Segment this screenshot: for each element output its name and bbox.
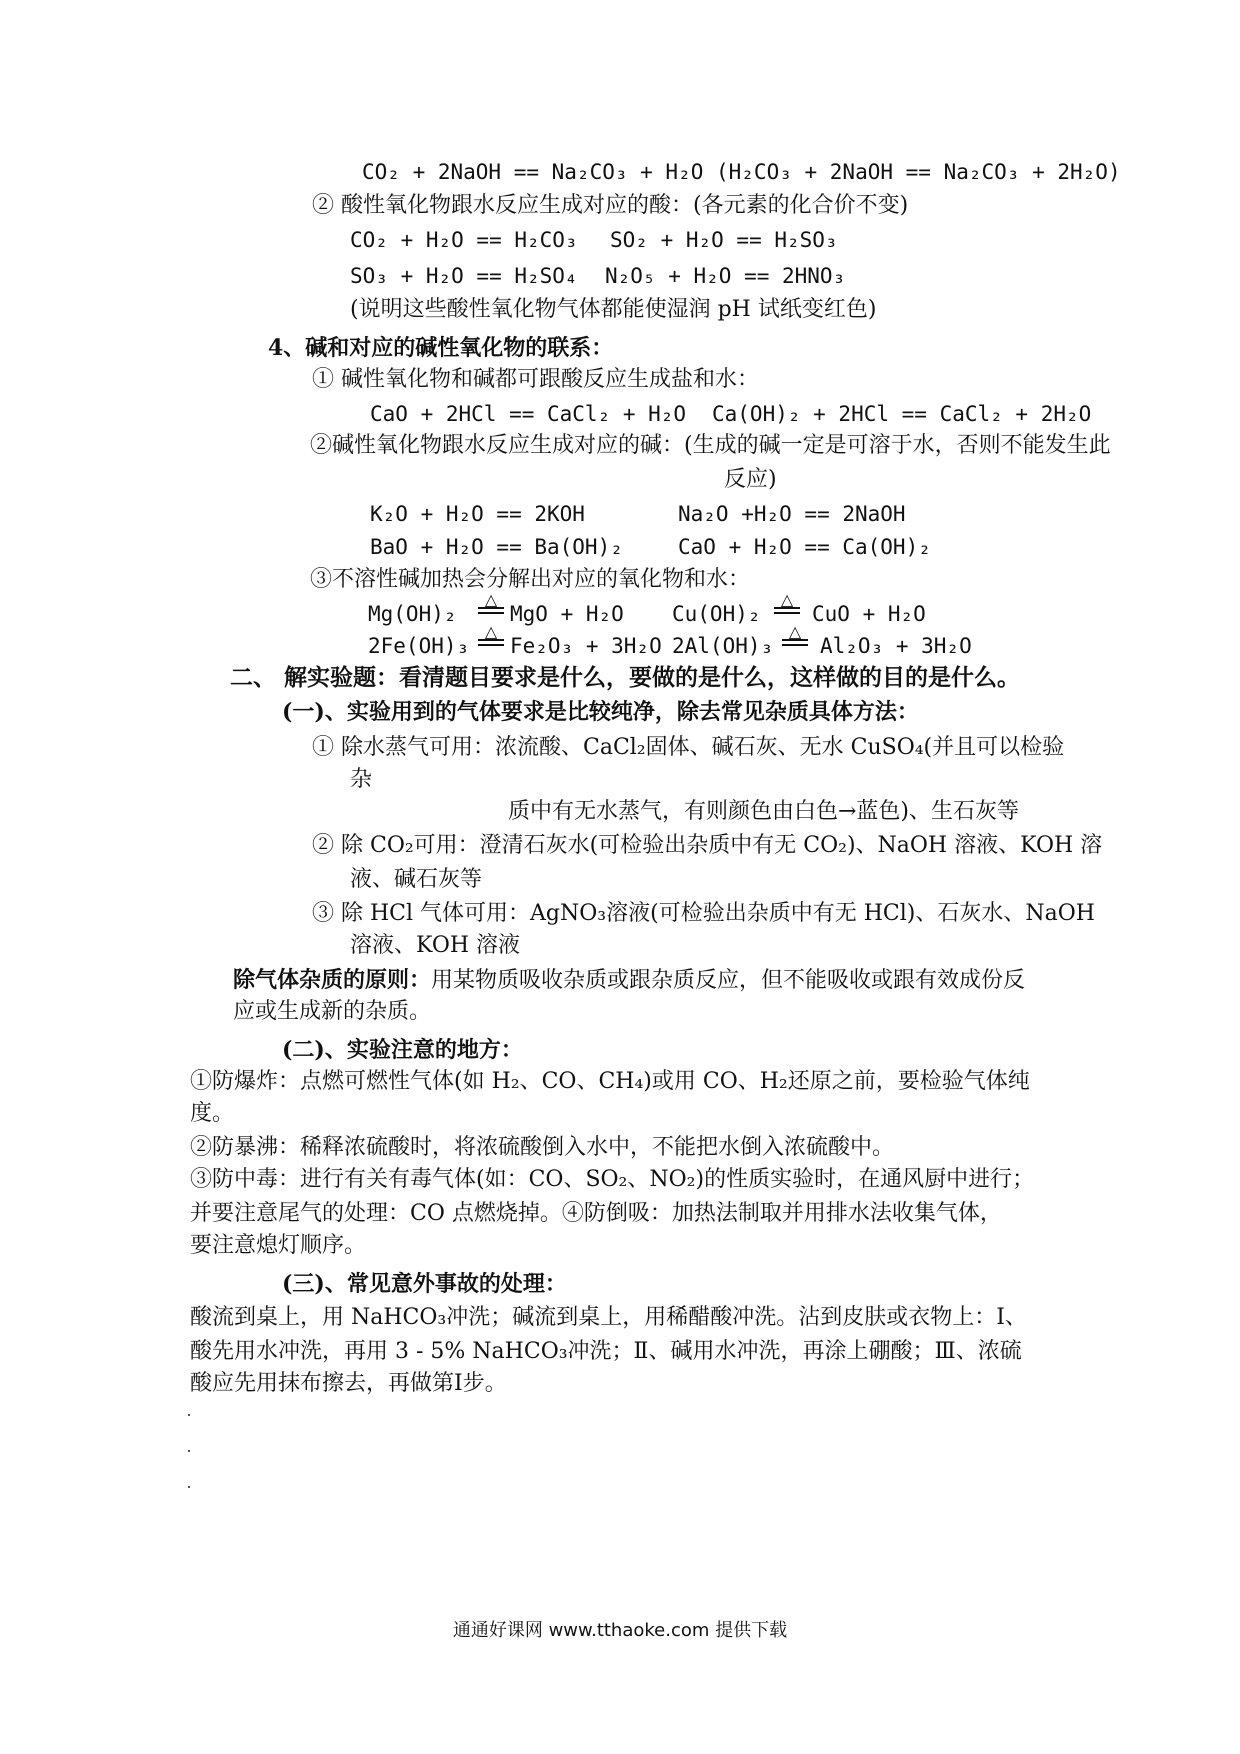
heat-arrow	[782, 622, 808, 646]
text-line: ② 酸性氧化物跟水反应生成对应的酸：(各元素的化合价不变)	[312, 193, 909, 218]
text-line: 溶液、KOH 溶液	[350, 933, 521, 958]
text-line: 杂	[350, 767, 373, 792]
equation: N₂O₅ + H₂O == 2HNO₃	[605, 264, 846, 288]
product: MgO + H₂O	[510, 602, 624, 626]
reactant: Mg(OH)₂	[368, 602, 457, 626]
text-line: 应或生成新的杂质。	[233, 999, 432, 1024]
heat-icon: △	[484, 622, 498, 641]
text-line: ③防中毒：进行有关有毒气体(如：CO、SO₂、NO₂)的性质实验时，在通风厨中进行；	[190, 1167, 1035, 1192]
equation: Na₂O +H₂O == 2NaOH	[678, 502, 906, 526]
heat-icon: △	[484, 590, 498, 609]
reactant: 2Fe(OH)₃	[368, 634, 470, 658]
equation: K₂O + H₂O == 2KOH	[370, 502, 585, 526]
text-line: ②防暴沸：稀释浓硫酸时，将浓硫酸倒入水中，不能把水倒入浓硫酸中。	[190, 1135, 895, 1160]
reactant: Cu(OH)₂	[672, 602, 761, 626]
equation: CaO + 2HCl == CaCl₂ + H₂O	[370, 402, 687, 426]
text-line: ①防爆炸：点燃可燃性气体(如 H₂、CO、CH₄)或用 CO、H₂还原之前，要检验气体纯	[190, 1069, 1030, 1094]
stray-dot	[188, 1486, 190, 1488]
equation: SO₃ + H₂O == H₂SO₄	[350, 264, 578, 288]
equation-line: CO₂ + 2NaOH == Na₂CO₃ + H₂O (H₂CO₃ + 2NaOH == Na₂CO₃ + 2H₂O)	[362, 160, 1121, 184]
text-line: ③ 除 HCl 气体可用：AgNO₃溶液(可检验出杂质中有无 HCl)、石灰水、NaOH	[312, 901, 1095, 926]
text-line: ② 除 CO₂可用：澄清石灰水(可检验出杂质中有无 CO₂)、NaOH 溶液、KOH 溶	[312, 833, 1103, 858]
equation: SO₂ + H₂O == H₂SO₃	[610, 228, 838, 252]
heat-arrow	[478, 622, 504, 646]
text-line: ① 碱性氧化物和碱都可跟酸反应生成盐和水：	[312, 367, 759, 392]
reactant: 2Al(OH)₃	[672, 634, 774, 658]
equation: CO₂ + H₂O == H₂CO₃	[350, 228, 578, 252]
page-footer: 通通好课网 www.tthaoke.com 提供下载	[452, 1620, 788, 1641]
product: Fe₂O₃ + 3H₂O	[510, 634, 662, 658]
equation: CaO + H₂O == Ca(OH)₂	[678, 535, 931, 559]
subsection-heading: (三)、常见意外事故的处理：	[282, 1271, 567, 1297]
heat-arrow	[774, 590, 800, 614]
section-heading: 4、碱和对应的碱性氧化物的联系：	[268, 335, 614, 361]
text-line: 质中有无水蒸气，有则颜色由白色→蓝色)、生石灰等	[508, 799, 1020, 824]
text-line: ②碱性氧化物跟水反应生成对应的碱：(生成的碱一定是可溶于水，否则不能发生此	[310, 433, 1111, 458]
equation: Ca(OH)₂ + 2HCl == CaCl₂ + 2H₂O	[712, 402, 1092, 426]
section-heading: 二、 解实验题：看清题目要求是什么，要做的是什么，这样做的目的是什么。	[230, 664, 1021, 691]
product: CuO + H₂O	[812, 602, 926, 626]
text-line: 并要注意尾气的处理：CO 点燃烧掉。④防倒吸：加热法制取并用排水法收集气体，	[190, 1201, 1002, 1226]
product: Al₂O₃ + 3H₂O	[820, 634, 972, 658]
text-line: 酸先用水冲洗，再用 3 - 5% NaHCO₃冲洗；Ⅱ、碱用水冲洗，再涂上硼酸；Ⅲ、浓硫	[190, 1339, 1022, 1364]
principle-line	[233, 966, 1025, 995]
text-line: 度。	[190, 1101, 235, 1126]
text-line: 酸流到桌上，用 NaHCO₃冲洗；碱流到桌上，用稀醋酸冲洗。沾到皮肤或衣物上：Ⅰ、	[190, 1305, 1027, 1330]
note-line: (说明这些酸性氧化物气体都能使湿润 pH 试纸变红色)	[350, 297, 877, 322]
text-line: 要注意熄灯顺序。	[190, 1233, 367, 1258]
heat-arrow	[478, 590, 504, 614]
equation: BaO + H₂O == Ba(OH)₂	[370, 535, 623, 559]
text-line: 液、碱石灰等	[350, 867, 483, 892]
stray-dot	[188, 1414, 190, 1416]
heat-icon: △	[780, 590, 794, 609]
heat-icon: △	[788, 622, 802, 641]
text-line: 酸应先用抹布擦去，再做第Ⅰ步。	[190, 1371, 507, 1396]
text-line: ③不溶性碱加热会分解出对应的氧化物和水：	[310, 567, 751, 592]
text-line: 反应)	[724, 467, 777, 492]
subsection-heading: (二)、实验注意的地方：	[282, 1037, 523, 1063]
text-line: ① 除水蒸气可用：浓流酸、CaCl₂固体、碱石灰、无水 CuSO₄(并且可以检验	[312, 735, 1065, 760]
principle-text: 用某物质吸收杂质或跟杂质反应，但不能吸收或跟有效成份反	[431, 968, 1026, 993]
subsection-heading: (一)、实验用到的气体要求是比较纯净，除去常见杂质具体方法：	[282, 699, 919, 725]
principle-label: 除气体杂质的原则：	[233, 967, 432, 993]
stray-dot	[188, 1450, 190, 1452]
